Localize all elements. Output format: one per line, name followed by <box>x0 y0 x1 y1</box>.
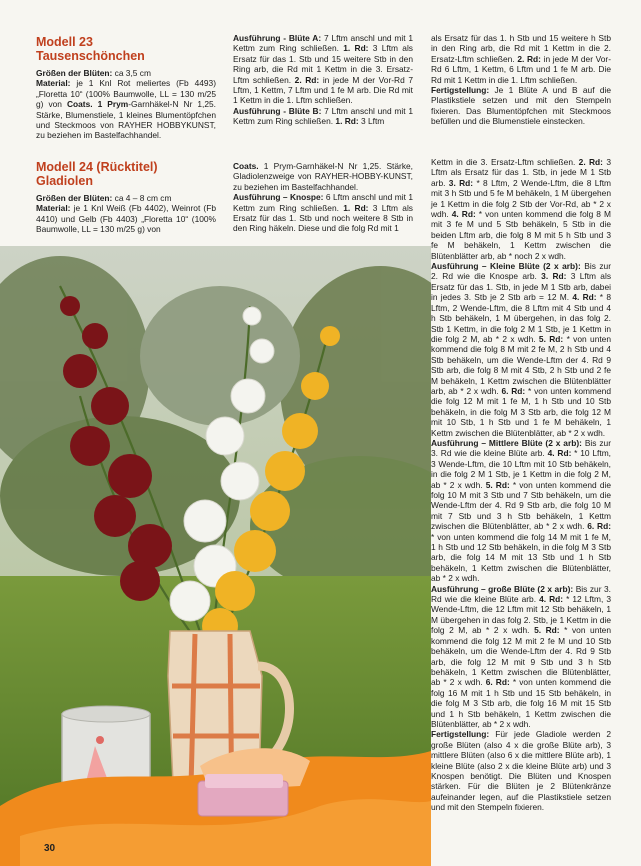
round-label: 4. Rd: <box>451 209 476 220</box>
round-label: 3. Rd: <box>448 177 474 188</box>
model23-rest: -Garnhäkel-N Nr 1,25. Stärke, Blumenstiele, 1 kleines Blumentöpfchen und Steckmoos von RAYHER HOBBYKUNST, zu beziehen im Bastelfachhandel. <box>36 99 216 141</box>
round-label: 4. Rd: <box>539 594 564 605</box>
model23-material-text: je 1 Knl Rot meliertes (Fb 4493) „Floretta 10“ (100% Baumwolle, LL = 130 m/25 g) von <box>36 78 216 110</box>
round-text: 3 Lftm als Ersatz für das 1. Stb, in jede M 1 Stb arb. <box>431 157 611 188</box>
round-label: 6. Rd: <box>587 521 611 532</box>
bluete-a-text: 7 Lftm anschl und mit 1 Kettm zum Ring schließen. <box>233 33 413 54</box>
round-text: * 12 Lftm, 3 Wende-Lftm, die 12 Lftm mit 12 Stb behäkeln, 1 M übergehen in das folg 2. Stb, je 1 Kettm in die folg 2 M, ab * 2 x wdh. <box>431 594 612 636</box>
round-text: * 8 Lftm, 2 Wende-Lftm, die 8 Lftm mit 4 Stb und 4 h Stb behäkeln, 1 M übergehen, in das folg 2. Stb 1 Kettm, in die folg 2 M 1 Stb, je 1 Kettm in die folg 2 M, ab * 2 x wdh. <box>431 292 611 344</box>
gladiolus-photo <box>0 246 431 866</box>
model24-size-label: Größen der Blüten: <box>36 193 113 203</box>
round-label: 1. Rd: <box>343 202 369 213</box>
round-label: 4. Rd: <box>572 292 597 303</box>
round-label: 5. Rd: <box>538 333 564 344</box>
model24-heading <box>36 160 226 188</box>
round-label: 6. Rd: <box>485 677 510 688</box>
model23-size-label: Größen der Blüten: <box>36 68 113 78</box>
mittlere-bluete-label: Ausführung – Mittlere Blüte (2 x arb): <box>431 437 582 448</box>
round-text: als Ersatz für das 1. h Stb und 15 weitere h Stb in den Ring arb, die Rd mit 1 Kettm in die 2. Ersatz-Lftm schließen. <box>431 33 611 64</box>
fertigstellung-label: Fertigstellung: <box>431 729 490 740</box>
round-text: in jede M der Vor-Rd 7 Lftm, 1 Kettm, 7 Lftm und 1 fe M arb. Die Rd mit 1 Kettm in die 1. Lftm schließen. <box>233 74 413 106</box>
model24-knospe <box>233 161 413 234</box>
round-text: 3 Lftm als Ersatz für das 1. Stb und 15 weitere Stb in den Ring arb, die Rd mit 1 Kettm in die 3. Ersatz-Lftm schließen. <box>233 43 413 85</box>
fertigstellung-text: Je 1 Blüte A und B auf die Plastikstiele setzen und mit den Stempeln fixieren. Das Blumentöpfchen mit Steckmoos befüllen und die Blumenstiele einstecken. <box>431 85 611 127</box>
round-label: 5. Rd: <box>534 625 560 636</box>
round-text: * 8 Lftm, 2 Wende-Lftm, die 8 Lftm mit 3 h Stb und 5 fe M behäkeln, 1 M übergehen je 1 Kettm in die folg 2 Stb der Vor-Rd, ab * 2 x wdh. <box>431 177 612 220</box>
page-number: 30 <box>44 843 56 854</box>
model24-title: Modell 24 (Rücktitel) <box>36 160 158 174</box>
model23-materials <box>36 68 216 141</box>
model24-subtitle: Gladiolen <box>36 174 93 188</box>
round-text: * von unten kommend die folg 12 M mit 1 fe M, 1 h Stb und 10 Stb behäkeln, in die folg M 3 Stb arb, die folg 12 M mit 10 Stb, 1 h Stb und 1 fe M behäkeln, 1 Kettm zwischen die Blütenblätter, ab * 2 x wdh. <box>431 385 611 438</box>
model24-material-cont: 1 Prym-Garnhäkel-N Nr 1,25. Stärke, Gladiolenzweige von RAYHER-HOBBY-KUNST, zu beziehen im Bastelfachhandel. <box>233 161 413 192</box>
round-text: * von unten kommend die folg 12 M mit 2 fe M und 10 Stb behäkeln, um die Wende-Lftm der 4. Rd 9 Stb arb, die folg 12 M mit 9 Stb und 3 h Stb behäkeln, 1 Kettm zwischen die Blütenblätter, ab * 2 x wdh. <box>431 625 612 688</box>
round-text: 3 Lftm <box>358 116 385 127</box>
round-text: Bis zur 3. Rd wie die kleine Blüte arb. <box>431 583 611 605</box>
model23-coats: Coats. <box>66 99 93 110</box>
model24-material-label: Material: <box>36 203 71 214</box>
coats-brand: Coats. <box>233 161 259 171</box>
model23-title: Modell 23 <box>36 35 93 49</box>
round-text: Bis zur 2. Rd wie die Knospe arb. <box>431 261 611 282</box>
fertigstellung-text: Für jede Gladiole werden 2 große Blüten (also 4 x die große Blüte arb), 3 mittlere Blüten (also 6 x die mittlere Blüte arb), 1 kleine Blüte (also 2 x die kleine Blüte arb) und 3 Knospen benötigt. Die Blüten und Knospen stärken. Für die Blüten je 2 Blütenkränze aufeinander legen, auf die Plastikstiele setzen und mit den Stempeln fixieren. <box>431 729 611 813</box>
round-text: Bis zur 3. Rd wie die kleine Blüte arb. <box>431 437 611 459</box>
bluete-b-label: Ausführung - Blüte B: <box>233 105 322 116</box>
model23-instructions-cont <box>431 33 611 127</box>
round-label: 2. Rd: <box>294 74 320 85</box>
model24-instructions <box>431 157 611 813</box>
model23-heading <box>36 35 226 63</box>
photo-illustration <box>0 246 431 866</box>
round-label: 4. Rd: <box>547 448 572 459</box>
round-text: 3 Lftm als Ersatz für das 1. Stb und noch weitere 8 Stb in den Ring häkeln. Diese und die folg Rd mit 1 <box>233 202 413 234</box>
round-text: * von unten kommend die folg 10 M mit 3 Stb und 7 Stb behäkeln, um die Wende-Lftm der 4. Rd 9 Stb arb, die folg 10 M mit 7 Stb und 3 h Stb behäkeln, 1 Kettm zwischen die Blütenblätter, ab * 2 x wdh. <box>431 479 611 532</box>
round-label: 5. Rd: <box>485 479 510 490</box>
round-label: 3. Rd: <box>541 271 567 282</box>
round-text: * 10 Lftm, 3 Wende-Lftm, die 10 Lftm mit 10 Stb behäkeln, in die folg 2 M 1 Stb, je 1 Kettm in die folg 2 M, ab * 2 x wdh. <box>431 448 612 490</box>
round-text: * von unten kommend die folg 16 M mit 1 h Stb und 15 Stb behäkeln, in die folg M 3 Stb arb, die folg 16 M mit 15 Stb und 1 h Stb behäkeln, 1 Kettm zwischen die Blütenblätter, ab * 2 x wdh. <box>431 677 611 729</box>
model23-material-label: Material: <box>36 78 71 89</box>
round-label: 1. Rd: <box>343 43 369 54</box>
napkins <box>198 774 288 816</box>
round-text: * von unten kommend die folg 8 M mit 2 fe M, 2 h Stb und 4 Stb behäkeln, um die Wende-Lftm der 4. Rd 9 Stb arb, die folg 8 M mit 4 Stb, 2 h Stb und 2 fe M behäkeln, 1 Kettm zwischen die Blütenblätter arb, ab * 2 x wdh. <box>431 333 611 396</box>
round-text: in jede M der Vor-Rd 6 Lftm, 1 Kettm, 6 Lftm und 1 fe M arb. Die Rd mit 1 Kettm in die 1. Lftm schließen. <box>431 53 612 85</box>
round-text: 3 Lftm als Ersatz für das 1. Stb, in jede M 1 Stb arb, dabei in jedes 3. Stb je 2 Stb arb = 12 M. <box>431 271 612 303</box>
round-label: 1. Rd: <box>335 116 359 127</box>
round-label: 6. Rd: <box>501 385 526 396</box>
bluete-b-text: 7 Lftm anschl und mit 1 Kettm zum Ring schließen. <box>233 105 413 127</box>
model23-prym: 1 Prym <box>92 99 129 110</box>
model23-instructions <box>233 33 413 127</box>
knospe-label: Ausführung – Knospe: <box>233 192 324 203</box>
round-label: 2. Rd: <box>578 157 603 167</box>
model23-size-value: ca 3,5 cm <box>112 68 151 78</box>
model24-size-value: ca 4 – 8 cm cm <box>112 193 172 203</box>
model23-subtitle: Tausenschönchen <box>36 49 145 63</box>
model24-material-text: je 1 Knl Weiß (Fb 4402), Weinrot (Fb 4410) und Gelb (Fb 4403) „Floretta 10“ (100% Baumwolle, LL = 130 m/25 g) von <box>36 203 216 235</box>
round-text: * von unten kommend die folg 14 M mit 1 fe M, 1 h Stb und 12 Stb behäkeln, in die folg M 3 Stb arb, die folg 14 M mit 13 Stb und 1 h Stb behäkeln, 1 Kettm zwischen die Blütenblätter, ab * 2 x wdh. <box>431 531 611 584</box>
bluete-a-label: Ausführung - Blüte A: <box>233 33 322 43</box>
round-text: * von unten kommend die folg 8 M mit 3 fe M und 5 Stb behäkeln, 5 Stb in die beiden Lftm arb, die folg 8 M mit 5 h Stb und 3 fe M behäkeln, 1 Kettm zwischen die Blütenblätter arb, ab * noch 2 x wdh. <box>431 209 611 261</box>
model24-materials <box>36 193 216 235</box>
fertigstellung-label: Fertigstellung: <box>431 85 490 96</box>
grosse-bluete-label: Ausführung – große Blüte (2 x arb): <box>431 583 574 594</box>
kleine-bluete-label: Ausführung – Kleine Blüte (2 x arb): <box>431 261 581 272</box>
knospe-text: 6 Lftm anschl und mit 1 Kettm zum Ring schließen. <box>233 192 413 213</box>
round-label: 2. Rd: <box>517 53 541 64</box>
round-text: Kettm in die 3. Ersatz-Lftm schließen. <box>431 157 579 167</box>
